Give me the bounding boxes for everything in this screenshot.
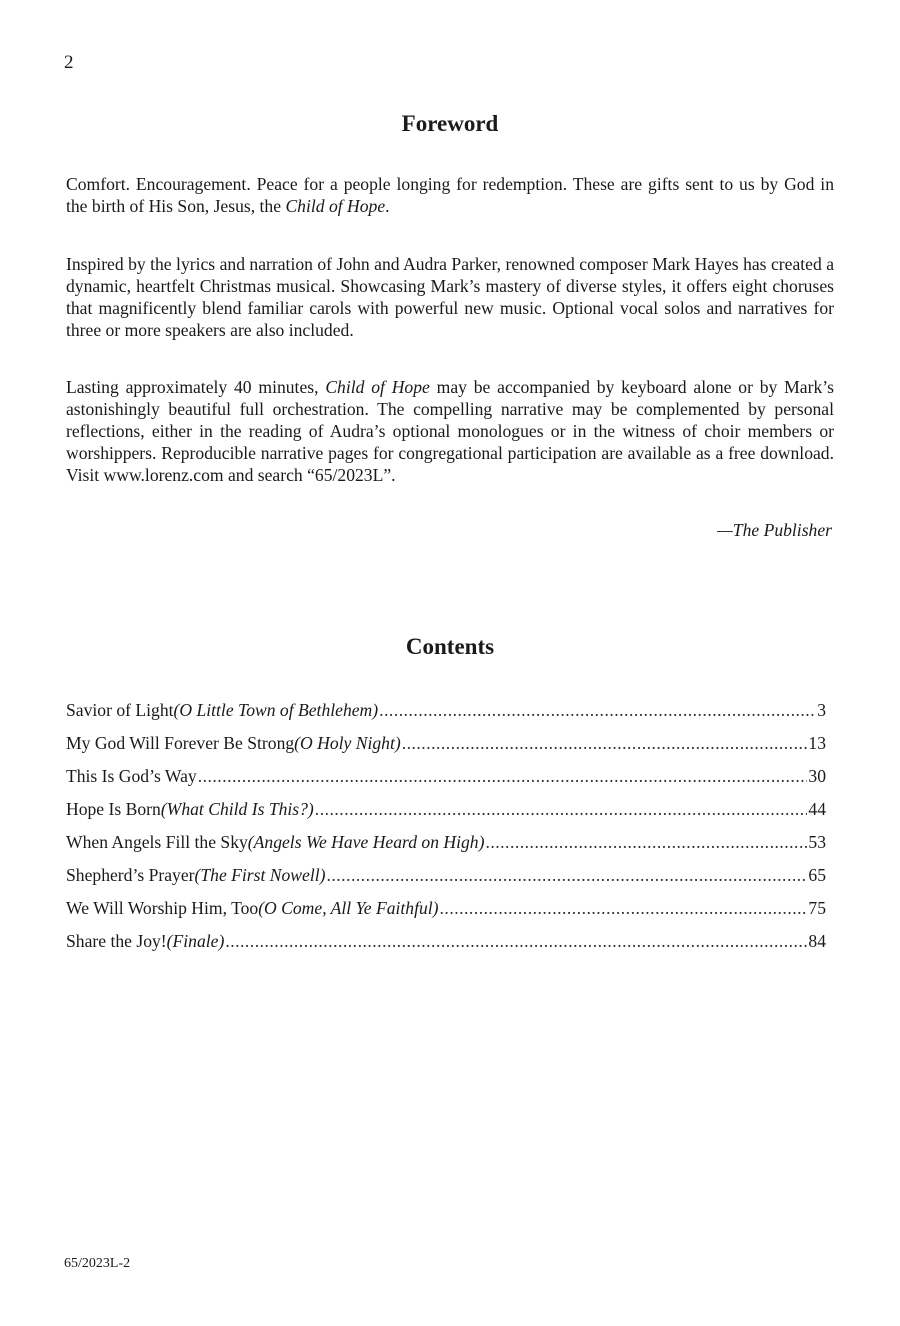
toc-subtitle: (O Holy Night) [294, 733, 401, 753]
work-title: Child of Hope [285, 196, 386, 216]
foreword-p1-text: Comfort. Encouragement. Peace for a people longing for redemption. These are gifts sent to us by God in the birth of His Son, Jesus, the [66, 174, 834, 216]
foreword-signature: —The Publisher [717, 520, 832, 540]
toc-page: 84 [808, 931, 826, 951]
toc-page: 30 [808, 766, 826, 786]
toc-entry [66, 931, 826, 964]
toc-page: 75 [808, 898, 826, 918]
toc-page: 53 [808, 832, 826, 852]
toc-page: 13 [808, 733, 826, 753]
toc-title: My God Will Forever Be Strong [66, 733, 295, 753]
toc-entry [66, 865, 826, 898]
toc-entry [66, 832, 826, 865]
toc-title: This Is God’s Way [66, 766, 197, 786]
toc-entry [66, 766, 826, 799]
dot-leader [198, 766, 808, 787]
toc-entry [66, 700, 826, 733]
toc-entry [66, 898, 826, 931]
page-number: 2 [64, 52, 74, 73]
foreword-p3-text: Lasting approximately 40 minutes, [66, 377, 326, 397]
dot-leader [402, 733, 808, 754]
contents-heading: Contents [405, 634, 495, 659]
foreword-paragraph-1 [66, 173, 834, 217]
dot-leader [440, 898, 808, 919]
foreword-paragraph-3 [66, 376, 834, 486]
dot-leader [315, 799, 808, 820]
dot-leader [379, 700, 816, 721]
dot-leader [326, 865, 807, 886]
toc-title: Shepherd’s Prayer [66, 865, 195, 885]
table-of-contents [66, 700, 826, 964]
toc-subtitle: (Finale) [166, 931, 225, 951]
toc-title: Savior of Light [66, 700, 174, 720]
toc-subtitle: (O Little Town of Bethlehem) [173, 700, 379, 720]
foreword-heading: Foreword [401, 111, 499, 136]
toc-page: 44 [808, 799, 826, 819]
catalog-code: 65/2023L-2 [64, 1256, 131, 1271]
dot-leader [485, 832, 807, 853]
toc-subtitle: (The First Nowell) [194, 865, 326, 885]
toc-subtitle: (What Child Is This?) [160, 799, 314, 819]
toc-title: Share the Joy! [66, 931, 167, 951]
foreword-paragraph-2: Inspired by the lyrics and narration of John and Audra Parker, renowned composer Mark Hayes has created a dynamic, heartfelt Christmas musical. Showcasing Mark’s mastery of diverse styles, it offers eight choruses that magnificently blend familiar carols with powerful new music. Optional vocal solos and narratives for three or more speakers are also included. [66, 254, 834, 340]
toc-subtitle: (O Come, All Ye Faithful) [258, 898, 439, 918]
toc-page: 3 [817, 700, 826, 720]
work-title: Child of Hope [325, 377, 430, 397]
toc-title: Hope Is Born [66, 799, 161, 819]
toc-subtitle: (Angels We Have Heard on High) [247, 832, 485, 852]
toc-title: When Angels Fill the Sky [66, 832, 248, 852]
toc-entry [66, 733, 826, 766]
foreword-p1-end: . [385, 196, 390, 216]
dot-leader [225, 931, 807, 952]
toc-title: We Will Worship Him, Too [66, 898, 259, 918]
foreword-p3-rest: may be accompanied by keyboard alone or by Mark’s astonishingly beautiful full orchestration. The compelling narrative may be complemented by personal reflections, either in the reading of Audra’s optional monologues or in the witness of choir members or worshippers. Reproducible narrative pages for congregational participation are available as a free download. Visit www.lorenz.com and search “65/2023L”. [66, 377, 834, 485]
toc-entry [66, 799, 826, 832]
toc-page: 65 [808, 865, 826, 885]
